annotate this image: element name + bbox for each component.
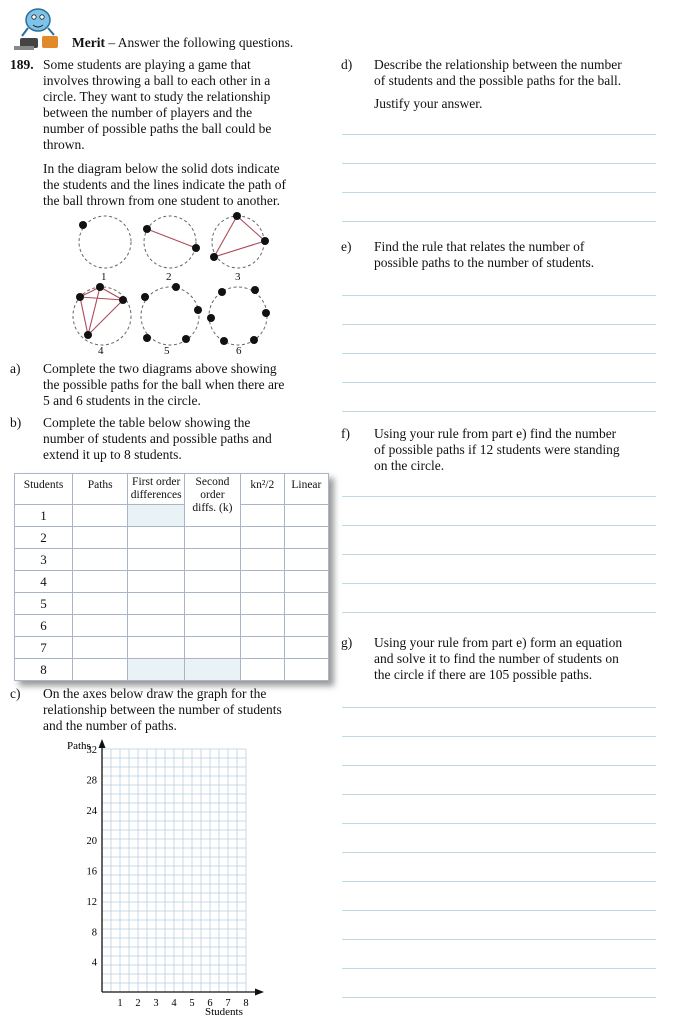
part-f-text: Using your rule from part e) find the number of possible paths if 12 students were standing on the circle. [374, 426, 620, 473]
circle-diagrams [60, 210, 290, 360]
part-b-text: Complete the table below showing the number of students and possible paths and extend it up to 8 students. [43, 415, 272, 462]
y-axis-arrow-icon [99, 739, 106, 748]
part-a-text: Complete the two diagrams above showing the possible paths for the ball when there are 5 and 6 students in the circle. [43, 361, 285, 408]
x-tick-label: 1 [117, 998, 123, 1009]
part-d-text: Describe the relationship between the number of students and the possible paths for the ball. Justify your answer. [374, 57, 622, 111]
y-axis-label: Paths [67, 740, 91, 752]
part-f-letter: f) [341, 426, 350, 441]
x-tick-label: 8 [243, 998, 249, 1009]
y-tick-label: 4 [91, 957, 97, 969]
x-tick-label: 4 [171, 998, 177, 1009]
table-row: 2 [15, 527, 329, 549]
x-axis-label: Students [205, 1006, 243, 1018]
part-e-letter: e) [341, 239, 352, 254]
paths-cell[interactable] [73, 505, 128, 527]
header-kn2: kn²/2 [240, 474, 284, 505]
paths-table [14, 473, 329, 681]
table-header-row [15, 474, 329, 505]
header-paths: Paths [73, 474, 128, 505]
circle-label: 1 [101, 271, 107, 283]
y-tick-label: 16 [86, 866, 97, 878]
part-e-text: Find the rule that relates the number of possible paths to the number of students. [374, 239, 595, 270]
question-intro: Some students are playing a game that involves throwing a ball to each other in a circle. They want to study the relationship between the number of players and the number of possible paths the ball could be thrown. [43, 57, 272, 152]
table-row: 5 [15, 593, 329, 615]
y-tick-label: 12 [86, 896, 97, 908]
mascot-icon [12, 2, 62, 52]
header-second-order: Second order diffs. (k) [185, 474, 241, 527]
header-instruction: – Answer the following questions. [108, 35, 294, 50]
table-row: 8 [15, 659, 329, 681]
header-first-order: First order differences [128, 474, 185, 505]
x-tick-label: 6 [207, 998, 213, 1009]
y-tick-label: 8 [91, 927, 97, 939]
y-tick-label: 28 [86, 775, 97, 787]
part-g-letter: g) [341, 635, 353, 650]
table-row: 3 [15, 549, 329, 571]
answer-graph[interactable] [60, 735, 270, 1020]
part-c-letter: c) [10, 686, 21, 701]
row-students-1: 1 [15, 505, 73, 527]
diagram-note: In the diagram below the solid dots indicate the students and the lines indicate the path of the ball thrown from one student to another. [43, 161, 286, 208]
svg-text:2: 2 [166, 271, 172, 283]
part-a-letter: a) [10, 361, 21, 376]
x-tick-label: 3 [153, 998, 159, 1009]
svg-text:3: 3 [235, 271, 241, 283]
merit-label: Merit [72, 35, 105, 50]
part-g-text: Using your rule from part e) form an equation and solve it to find the number of students on the circle if there are 105 possible paths. [374, 635, 623, 682]
x-tick-label: 2 [135, 998, 141, 1009]
header-students: Students [15, 474, 73, 505]
student-dot [79, 221, 87, 229]
answer-line[interactable] [342, 134, 656, 135]
question-number: 189. [10, 57, 34, 72]
y-tick-label: 20 [86, 836, 97, 848]
table-row: 7 [15, 637, 329, 659]
x-tick-label: 7 [225, 998, 231, 1009]
svg-text:6: 6 [236, 345, 242, 357]
header-linear: Linear [284, 474, 328, 505]
table-row: 6 [15, 615, 329, 637]
x-axis-arrow-icon [255, 989, 264, 996]
svg-text:5: 5 [164, 345, 170, 357]
y-tick-label: 32 [86, 745, 97, 756]
x-tick-label: 5 [189, 998, 195, 1009]
y-tick-label: 24 [86, 805, 97, 817]
svg-text:4: 4 [98, 345, 104, 357]
table-row [15, 505, 329, 527]
part-c-text: On the axes below draw the graph for the relationship between the number of students and the number of paths. [43, 686, 282, 733]
part-d-letter: d) [341, 57, 353, 72]
part-b-letter: b) [10, 415, 22, 430]
table-row: 4 [15, 571, 329, 593]
